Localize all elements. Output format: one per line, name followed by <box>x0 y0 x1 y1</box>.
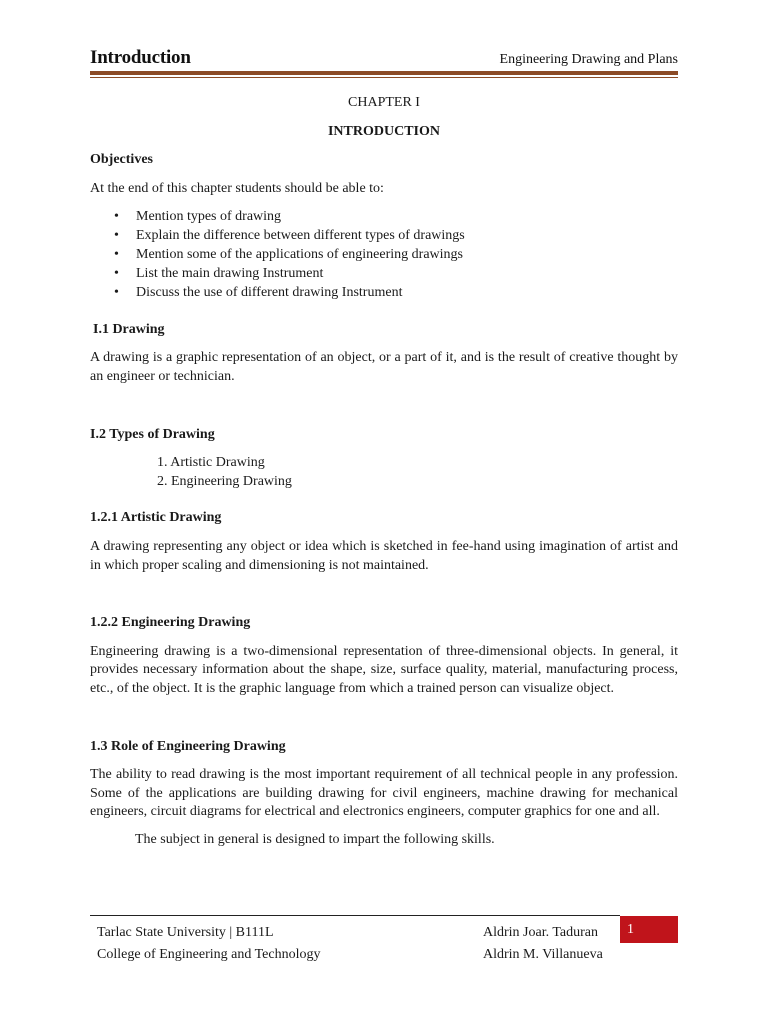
list-item <box>90 227 678 246</box>
bullet-icon: • <box>114 247 119 263</box>
footer-author-2: Aldrin M. Villanueva <box>483 946 603 962</box>
objectives-heading: Objectives <box>90 152 153 168</box>
section-heading-role: 1.3 Role of Engineering Drawing <box>90 738 286 754</box>
page-body <box>90 94 678 850</box>
list-item <box>90 246 678 265</box>
header-rule-thick <box>90 71 678 75</box>
footer-author-1: Aldrin Joar. Taduran <box>483 925 599 940</box>
section-heading-artistic: 1.2.1 Artistic Drawing <box>90 510 222 526</box>
running-header-section-title: Introduction <box>90 47 191 68</box>
section-body-drawing: A drawing is a graphic representation of an object, or a part of it, and is the result of creative thought by an engineer or technician. <box>90 350 678 385</box>
page-number: 1 <box>627 922 634 937</box>
list-item-text: Explain the difference between different types of drawings <box>136 228 465 244</box>
list-item <box>90 265 678 284</box>
types-list <box>90 454 678 491</box>
chapter-label: CHAPTER I <box>348 95 420 110</box>
list-item <box>90 208 678 227</box>
running-header-document-title: Engineering Drawing and Plans <box>499 52 678 67</box>
page-number-badge <box>620 916 678 943</box>
section-body-role-continuation: The subject in general is designed to impart the following skills. <box>135 831 495 847</box>
bullet-icon: • <box>114 209 119 225</box>
section-heading-types: I.2 Types of Drawing <box>90 426 215 442</box>
list-item: 2. Engineering Drawing <box>157 473 292 489</box>
section-body-artistic: A drawing representing any object or idea which is sketched in fee-hand using imagination of artist and in which proper scaling and dimensioning is not maintained. <box>90 538 678 573</box>
section-body-role: The ability to read drawing is the most important requirement of all technical people in any profession. Some of the applications are building drawing for civil engineers, machine drawing for mechanical engineers, circuit diagrams for electrical and electronics engineers, computer graphics for one and all. <box>90 767 678 820</box>
list-item-text: Mention some of the applications of engineering drawings <box>136 247 463 263</box>
list-item-text: List the main drawing Instrument <box>136 266 324 282</box>
footer-rule <box>90 915 620 916</box>
list-item: 1. Artistic Drawing <box>157 455 265 471</box>
section-heading-drawing: I.1 Drawing <box>93 321 165 337</box>
header-rule-thin <box>90 77 678 78</box>
footer-authors <box>483 922 603 965</box>
list-item-text: Discuss the use of different drawing Instrument <box>136 284 403 300</box>
section-body-engineering: Engineering drawing is a two-dimensional representation of three-dimensional objects. In general, it provides necessary information about the shape, size, surface quality, material, manufacturing process, etc., of the object. It is the graphic language from which a trained person can visualize object. <box>90 643 678 696</box>
objectives-list <box>90 208 678 302</box>
list-item <box>90 284 678 303</box>
footer-university: Tarlac State University | B111L <box>97 925 274 940</box>
chapter-title: INTRODUCTION <box>327 123 440 139</box>
section-heading-engineering: 1.2.2 Engineering Drawing <box>90 615 251 631</box>
list-item-text: Mention types of drawing <box>136 209 282 225</box>
footer-institution <box>97 922 320 965</box>
objectives-intro: At the end of this chapter students should be able to: <box>90 180 384 196</box>
bullet-icon: • <box>114 228 119 244</box>
footer-college: College of Engineering and Technology <box>97 946 321 962</box>
bullet-icon: • <box>114 284 119 300</box>
bullet-icon: • <box>114 266 119 282</box>
